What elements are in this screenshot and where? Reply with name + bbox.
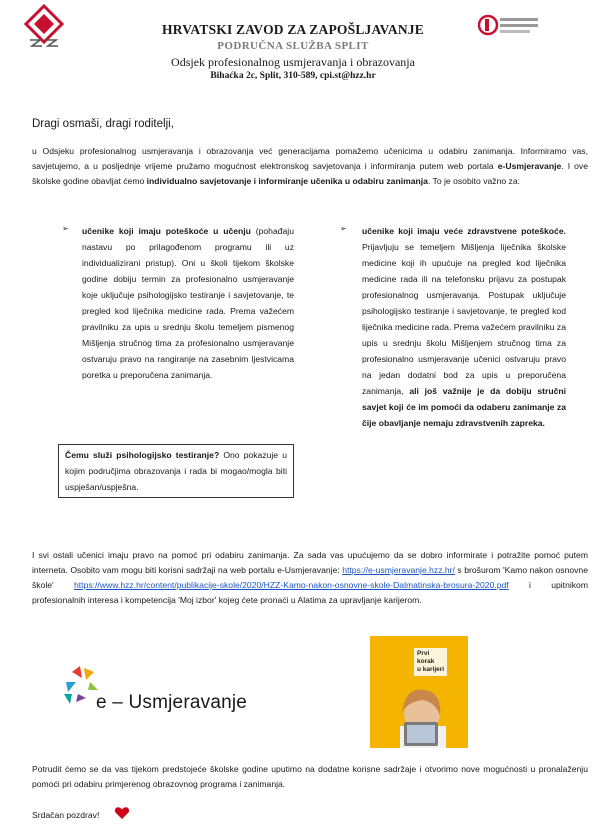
- arrow-bullet-icon: ➢: [340, 224, 347, 233]
- intro-paragraph: [32, 144, 588, 189]
- learning-difficulties-section: [78, 223, 294, 383]
- right-emphasis: ali još važnije je da dobiju stručni savjet koji će im pomoći da odaberu zanimanje za čije obavljanje nemaju zdravstvenih zapreka.: [362, 386, 567, 428]
- all-text-2: s brošurom 'Kamo nakon osnovne škole': [32, 565, 588, 590]
- right-lead: učenike koji imaju veće zdravstvene poteškoće.: [362, 226, 566, 236]
- question-box: [58, 444, 294, 498]
- outro-paragraph: Potrudit ćemo se da vas tijekom predstojeće školske godine uputimo na dodatne korisne sadržaje i otvorimo nove mogućnosti u pronalaženju pomoći pri odabiru primjerenog obrazovnog programa i zanimanja.: [32, 764, 588, 789]
- greeting: Dragi osmaši, dragi roditelji,: [32, 118, 174, 130]
- left-lead: učenike koji imaju poteškoće u učenju: [82, 226, 251, 236]
- brochure-link[interactable]: https://www.hzz.hr/content/publikacije-skole/2020/HZZ-Kamo-nakon-osnovne-skole-Dalmatinska-brosura-2020.pdf: [74, 580, 509, 590]
- hzz-logo: [24, 4, 64, 48]
- brochure-title-line-3: u karijeri: [417, 666, 445, 673]
- all-text-3: i upitnikom profesionalnih interesa i kompetencija 'Moj izbor' kojeg ćete pronaći u Alatima za upravljanje karijerom.: [32, 580, 588, 605]
- intro-text-1: u Odsjeku profesionalnog usmjeravanja i obrazovanja već generacijama pomažemo učenicima u odabiru zanimanja. Informiramo vas, savjetujemo, a u posljednje vrijeme pružamo mogućnost elektronskog savjetovanja i informiranja putem web portala: [32, 146, 588, 171]
- health-difficulties-section: [358, 223, 566, 431]
- intro-emphasis: individualno savjetovanje i informiranje učenika u odabiru zanimanja: [146, 176, 428, 186]
- arrow-bullet-icon: ➢: [62, 224, 69, 233]
- department-name: Odsjek profesionalnog usmjeravanja i obrazovanja: [171, 55, 415, 69]
- all-text-1: I svi ostali učenici imaju pravo na pomoć pri odabiru zanimanja. Za sada vas upućujemo da se dobro informirate i potražite pomoć putem interneta. Osobito vam mogu biti korisni sadržaji na web portalu e-Usmjeravanje:: [32, 550, 588, 575]
- all-students-paragraph: [32, 548, 588, 608]
- left-body: (pohađaju nastavu po prilagođenom programu ili uz individualizirani pristup). Oni u školi tijekom školske godine dobiju termin za profesionalno usmjeravanje koje uključuje psihologijsko testiranje i savjetovanje, te pregled kod liječnika medicine rada. Prema važećem pravilniku za upis u srednju školu temeljem pismenog Mišljenja stručnog tima za profesionalno usmjeravanje ostvaruju pravo na rangiranje na zasebnim ljestvicama poretka u preporučena zanimanja.: [82, 226, 294, 380]
- intro-portal-name: e-Usmjeravanje: [497, 161, 562, 171]
- office-subtitle: PODRUČNA SLUŽBA SPLIT: [217, 40, 369, 52]
- brochure-title-line-1: Prvi: [417, 650, 430, 657]
- right-body: Prijavljuju se temeljem Mišljenja liječnika školske medicine koji ih upućuje na pregled kod liječnika medicine rada ili na telefonsku prijavu za postupak profesionalnog usmjeravanja. Postupak uključuje psihologijsko testiranje i savjetovanje, te pregled kod liječnika medicine rada. Prema važećem pravilniku za upis u srednju školu Mišljenjem stručnog tima za profesionalno usmjeravanje učenici ostvaruju pravo na jedan dodatni bod za upis u preporučena zanimanja,: [362, 242, 566, 396]
- organization-title: HRVATSKI ZAVOD ZA ZAPOŠLJAVANJE: [162, 22, 424, 37]
- intro-text-3: . To je osobito važno za:: [427, 176, 520, 186]
- e-usmjeravanje-wordmark: e – Usmjeravanje: [96, 692, 248, 713]
- portal-link[interactable]: https://e-usmjeravanje.hzz.hr/: [342, 565, 455, 575]
- brochure-cover-image: [370, 636, 468, 748]
- heart-icon: [114, 806, 130, 820]
- brochure-title-line-2: korak: [417, 658, 435, 665]
- closing: Srdačan pozdrav!: [32, 810, 100, 820]
- question-answer: Ono pokazuje u kojim područjima obrazovanja i rada bi mogao/mogla biti uspješan/uspješna.: [65, 450, 287, 492]
- contact-address: Bihaćka 2c, Split, 310-589, cpi.st@hzz.hr: [210, 71, 376, 81]
- eu-partner-logo: [478, 12, 540, 38]
- brochure-title: [414, 648, 447, 676]
- intro-text-2: . I ove školske godine obavljat ćemo: [32, 161, 589, 186]
- question-text: Čemu služi psihologijsko testiranje?: [65, 450, 220, 460]
